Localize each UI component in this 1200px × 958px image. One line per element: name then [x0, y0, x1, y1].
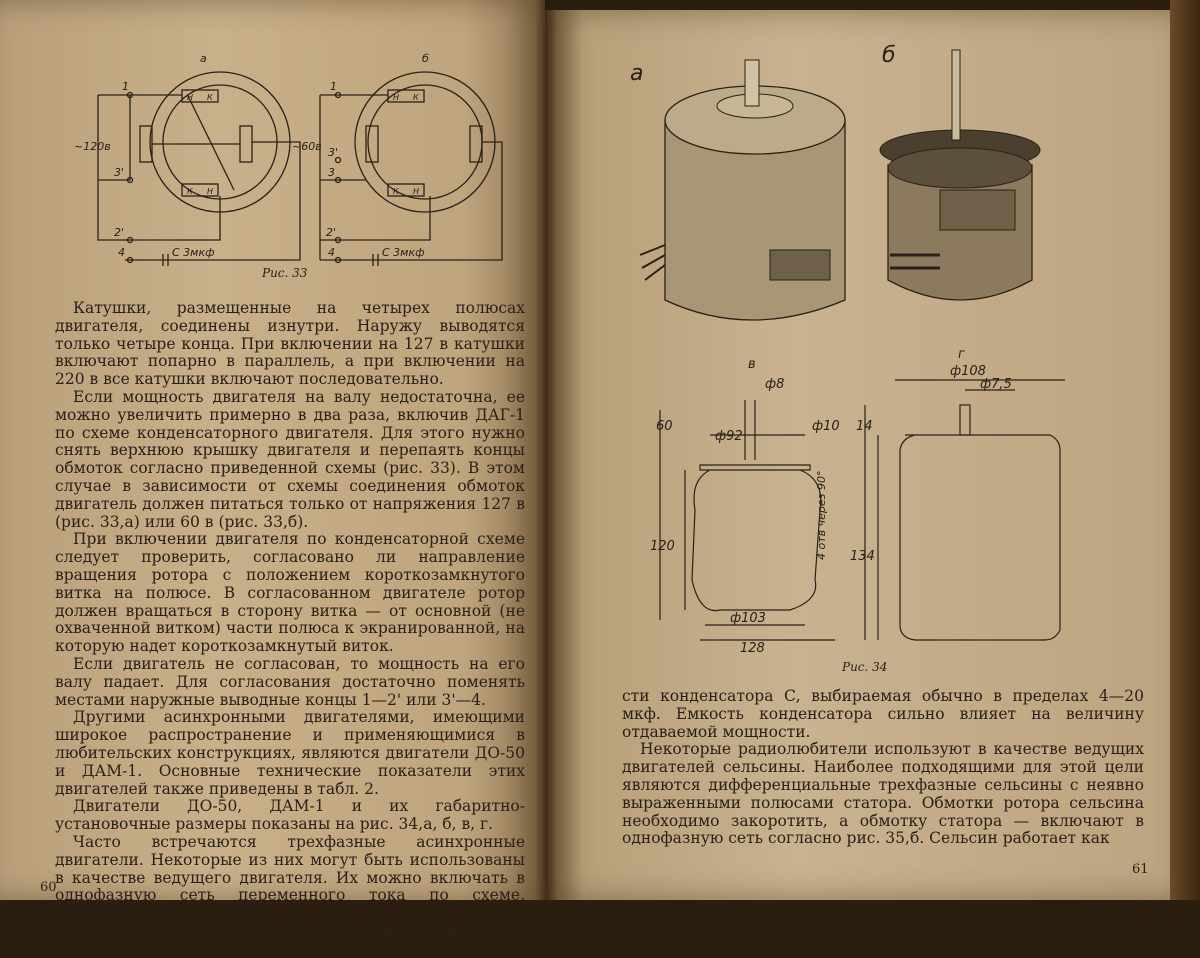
svg-text:К: К — [207, 93, 213, 102]
svg-text:134: 134 — [850, 549, 875, 564]
figure-34 — [620, 40, 1160, 660]
svg-text:К: К — [413, 93, 419, 102]
paragraph: сти конденсатора С, выбираемая обычно в пределах 4—20 мкф. Емкость конденсатора сильно влияет на величину отдаваемой мощности. — [622, 687, 1144, 741]
fig34v-drawing — [660, 400, 835, 640]
svg-text:3': 3' — [328, 146, 339, 159]
page-number-right: 61 — [1132, 862, 1149, 877]
fig34-sub-v: в — [748, 357, 756, 372]
fig33-caption: Рис. 33 — [262, 266, 308, 280]
fig33b-capacitor: С 3мкф — [382, 246, 425, 259]
paragraph: Некоторые радиолюбители используют в качестве ведущих двигателей сельсины. Наиболее подходящими для этой цели являются дифференциальные трехфазные сельсины с неявно выраженными полюсами статора. Обмотки ротора сельсина необходимо закоротить, а обмотку статора — включают в однофазную сеть согласно рис. 35,б. Сельсин работает как — [622, 740, 1144, 848]
paragraph: Другими асинхронными двигателями, имеющими широкое распространение и применяющимися в любительских конструкциях, являются двигатели ДО-50 и ДАМ-1. Основные технические показатели этих двигателей также приведены в табл. 2. — [55, 708, 525, 798]
figure-33 — [70, 50, 510, 270]
svg-text:К: К — [393, 187, 399, 196]
svg-text:ф92: ф92 — [715, 429, 743, 444]
svg-text:Н: Н — [187, 93, 194, 102]
svg-text:ф8: ф8 — [765, 377, 785, 392]
paragraph: В зависимости от типа двигателя меняется величина емко- — [55, 921, 525, 958]
motor-do50-illustration — [640, 60, 845, 320]
paragraph: Двигатели ДО-50, ДАМ-1 и их габаритно-установочные размеры показаны на рис. 34,а, б, в, г. — [55, 797, 525, 834]
svg-text:60: 60 — [656, 419, 673, 434]
fig33b-voltage: ~60в — [292, 140, 322, 153]
fig34-caption: Рис. 34 — [842, 660, 888, 674]
svg-text:4 отв через 90°: 4 отв через 90° — [815, 470, 828, 560]
svg-text:3: 3 — [328, 166, 335, 179]
svg-text:1: 1 — [330, 80, 337, 93]
svg-text:ф7,5: ф7,5 — [980, 377, 1012, 392]
fig34-sub-a: а — [630, 61, 644, 86]
svg-text:3': 3' — [114, 166, 125, 179]
page-number-left: 60 — [40, 880, 57, 895]
svg-text:ф10: ф10 — [812, 419, 840, 434]
fig33a-voltage: ~120в — [74, 140, 111, 153]
svg-text:4: 4 — [118, 246, 125, 259]
fig33b-stator-ring — [355, 72, 495, 212]
paragraph: Часто встречаются трехфазные асинхронные двигатели. Некоторые из них могут быть использованы в качестве ведущего двигателя. Их можно включать в однофазную сеть переменного тока по схеме, приведенной на рис. 35,а. — [55, 832, 525, 923]
paragraph: Если двигатель не согласован, то мощность на его валу падает. Для согласования достаточно поменять местами наружные выводные концы 1—2' или 3'—4. — [55, 654, 525, 709]
svg-text:ф108: ф108 — [950, 364, 986, 379]
svg-text:4: 4 — [328, 246, 335, 259]
svg-text:Н: Н — [207, 187, 214, 196]
paragraph: Катушки, размещенные на четырех полюсах двигателя, соединены изнутри. Наружу выводятся только четыре конца. При включении на 127 в катушки включают попарно в параллель, а при включении на 220 в все катушки включают последовательно. — [55, 299, 525, 389]
paragraph: Если мощность двигателя на валу недостаточна, ее можно увеличить примерно в два раза, включив ДАГ-1 по схеме конденсаторного двигателя. Для этого нужно снять верхнюю крышку двигателя и перепаять концы обмоток согласно приведенной схемы (рис. 33). В этом случае в зависимости от схемы соединения обмоток двигатель должен питаться только от напряжения 127 в (рис. 33,а) или 60 в (рис. 33,б). — [55, 387, 525, 531]
book-gutter — [535, 0, 557, 900]
paragraph: При включении двигателя по конденсаторной схеме следует проверить, согласовано ли направление вращения ротора с положением короткозамкнутого витка на полюсе. В согласованном двигателе ротор должен вращаться в сторону витка — от основной (не охваченной витком) части полюса к экранированной, на которую надет короткозамкнутый виток. — [55, 530, 525, 656]
svg-text:2': 2' — [114, 226, 125, 239]
svg-text:ф103: ф103 — [730, 611, 766, 626]
left-body-text — [55, 300, 525, 958]
svg-text:Н: Н — [393, 93, 400, 102]
svg-text:К: К — [187, 187, 193, 196]
motor-dam1-illustration — [880, 50, 1040, 300]
svg-text:2': 2' — [326, 226, 337, 239]
svg-text:Н: Н — [413, 187, 420, 196]
fig34-sub-b: б — [882, 43, 896, 68]
fig33-sub-a: а — [200, 52, 207, 65]
svg-text:128: 128 — [740, 641, 765, 656]
page-edge — [1170, 0, 1200, 900]
svg-text:14: 14 — [856, 419, 873, 434]
svg-text:1: 1 — [122, 80, 129, 93]
fig33-sub-b: б — [422, 52, 429, 65]
svg-text:120: 120 — [650, 539, 675, 554]
fig34g-drawing — [865, 380, 1065, 640]
right-body-text — [622, 688, 1144, 848]
fig34-sub-g: г — [958, 347, 965, 362]
fig33a-capacitor: С 3мкф — [172, 246, 215, 259]
